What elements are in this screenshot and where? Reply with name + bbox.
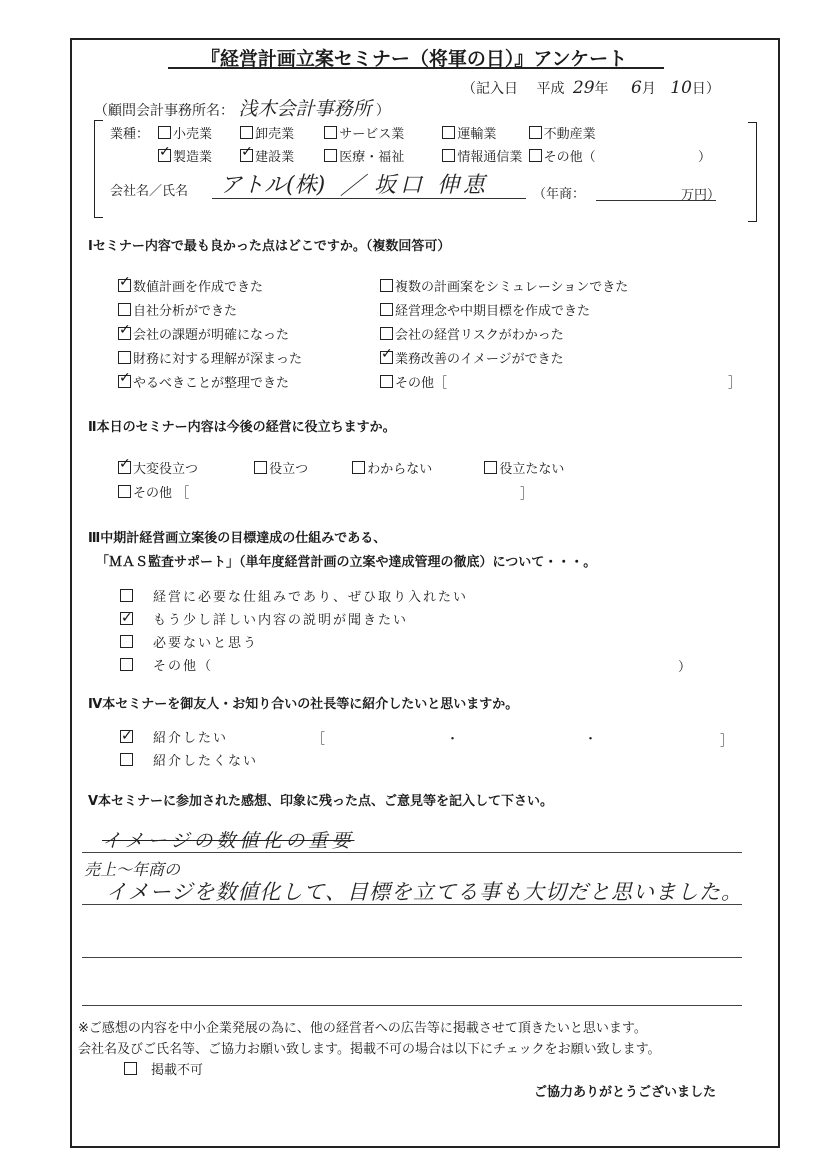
date-line <box>462 78 720 98</box>
checkbox-wholesale[interactable] <box>240 126 253 139</box>
title-underline <box>168 67 664 69</box>
industry-option-realestate[interactable] <box>529 123 596 142</box>
name-underline <box>212 198 526 199</box>
date-day-unit: 日） <box>691 81 720 97</box>
right-bracket <box>748 122 757 222</box>
q2-option-not-useful[interactable] <box>484 458 564 477</box>
industry-option-manufacturing[interactable] <box>158 146 236 165</box>
sales-label: （年商： <box>533 187 586 202</box>
person-name-value[interactable]: 坂口 伸恵 <box>374 173 489 198</box>
q4-dot-2: ・ <box>584 732 598 747</box>
q1-checkbox[interactable] <box>118 279 131 292</box>
q1-option-label: 財務に対する理解が深まった <box>133 351 303 367</box>
q1-option-todo[interactable] <box>118 369 289 393</box>
q1-option-self-analysis[interactable] <box>118 297 237 321</box>
date-year-unit: 年 <box>594 81 609 97</box>
q2-other-close: ］ <box>520 487 534 502</box>
accounting-office-close: ） <box>375 103 390 119</box>
industry-option-medical[interactable] <box>324 146 438 165</box>
q2-option-other[interactable] <box>118 482 189 501</box>
q3-heading-line1: Ⅲ中期計経営画立案後の目標達成の仕組みである、 <box>88 531 387 546</box>
q2-option-label: その他 ［ <box>133 486 190 501</box>
q4-checkbox[interactable] <box>120 730 133 743</box>
thanks-text: ご協力ありがとうございました <box>534 1085 717 1100</box>
industry-option-label: 不動産業 <box>543 127 596 142</box>
industry-option-label: 卸売業 <box>255 127 295 142</box>
q1-checkbox[interactable] <box>118 351 131 364</box>
q2-option-useful[interactable] <box>254 458 348 477</box>
q4-option-label: 紹介したくない <box>153 754 259 769</box>
q1-left-col <box>118 273 302 393</box>
q3-option-not-needed[interactable] <box>120 632 468 655</box>
checkbox-manufacturing[interactable] <box>158 149 171 162</box>
industry-option-retail[interactable] <box>158 123 236 142</box>
q1-checkbox[interactable] <box>118 375 131 388</box>
accounting-office-label: （顧問会計事務所名： <box>94 103 234 119</box>
date-month[interactable]: 6 <box>631 78 642 98</box>
industry-row-2 <box>158 146 596 166</box>
industry-other-close: ） <box>698 150 712 165</box>
q4-option-no[interactable] <box>120 750 258 773</box>
industry-option-it[interactable] <box>442 146 524 165</box>
q2-row-1 <box>118 458 564 478</box>
opt-out-checkbox[interactable] <box>124 1062 137 1075</box>
q4-bracket-open: ［ <box>312 732 326 747</box>
q1-right-col <box>380 273 628 393</box>
q4-option-label: 紹介したい <box>153 731 229 746</box>
opt-out-option[interactable] <box>124 1059 203 1078</box>
q1-option-label: 複数の計画案をシミュレーションできた <box>395 279 629 295</box>
q1-option-other[interactable] <box>380 369 447 393</box>
q1-option-label: 経営理念や中期目標を作成できた <box>395 303 591 319</box>
q5-heading: Ⅴ本セミナーに参加された感想、印象に残った点、ご意見等を記入して下さい。 <box>88 794 554 809</box>
q5-line-1 <box>82 852 742 853</box>
notice-line-1: ※ご感想の内容を中小企業発展の為に、他の経営者への広告等に掲載させて頂きたいと思います。 <box>78 1021 647 1036</box>
q3-option-more-info[interactable] <box>120 609 468 632</box>
q3-option-label: 必要ないと思う <box>153 636 259 651</box>
q3-options <box>120 586 468 678</box>
date-era: 平成 <box>536 81 565 97</box>
left-bracket <box>94 120 103 218</box>
q3-option-label: その他（ <box>153 659 214 674</box>
q4-dot-1: ・ <box>446 732 460 747</box>
q1-option-label: 会社の課題が明確になった <box>133 327 290 343</box>
q1-checkbox[interactable] <box>380 327 393 340</box>
q1-checkbox[interactable] <box>380 351 393 364</box>
q1-checkbox[interactable] <box>118 303 131 316</box>
q3-checkbox[interactable] <box>120 612 133 625</box>
q1-option-label: その他［ <box>395 375 448 391</box>
q1-option-philosophy[interactable] <box>380 297 590 321</box>
q4-option-yes[interactable] <box>120 727 258 750</box>
q3-checkbox[interactable] <box>120 635 133 648</box>
q3-other-close: ） <box>678 660 692 675</box>
industry-option-label: 小売業 <box>173 127 213 142</box>
q2-option-label: 大変役立つ <box>133 462 199 477</box>
q1-option-risk[interactable] <box>380 321 564 345</box>
q2-checkbox[interactable] <box>254 461 267 474</box>
q1-checkbox[interactable] <box>118 327 131 340</box>
checkbox-realestate[interactable] <box>529 126 542 139</box>
checkbox-it[interactable] <box>442 149 455 162</box>
sales-unit: 万円） <box>681 188 721 203</box>
q4-bracket-close: ］ <box>720 734 734 749</box>
company-name-value[interactable]: アトル(株) <box>220 173 326 198</box>
q2-checkbox[interactable] <box>352 461 365 474</box>
industry-option-label: 医療・福祉 <box>339 150 405 165</box>
industry-option-label: 運輸業 <box>457 127 497 142</box>
q5-insert-text: 売上〜年商の <box>84 860 181 879</box>
checkbox-construction[interactable] <box>240 149 253 162</box>
q1-checkbox[interactable] <box>380 279 393 292</box>
checkbox-industry-other[interactable] <box>529 149 542 162</box>
accounting-office-row <box>94 94 390 121</box>
q1-option-label: 業務改善のイメージができた <box>395 351 564 367</box>
date-year[interactable]: 29 <box>572 78 595 98</box>
q2-checkbox[interactable] <box>484 461 497 474</box>
q2-option-unknown[interactable] <box>352 458 480 477</box>
industry-option-label: 製造業 <box>173 150 213 165</box>
q4-options <box>120 727 258 773</box>
q1-option-label: 数値計画を作成できた <box>133 279 264 295</box>
date-month-unit: 月 <box>641 81 656 97</box>
q5-line-3 <box>82 957 742 958</box>
page-title: 『経営計画立案セミナー（将軍の日）』アンケート <box>200 48 628 70</box>
checkbox-retail[interactable] <box>158 126 171 139</box>
q2-checkbox[interactable] <box>118 461 131 474</box>
opt-out-label: 掲載不可 <box>151 1063 204 1078</box>
industry-option-service[interactable] <box>324 123 438 142</box>
q5-line-4 <box>82 1005 742 1006</box>
q1-checkbox[interactable] <box>380 375 393 388</box>
q1-option-label: 会社の経営リスクがわかった <box>395 327 564 343</box>
date-day[interactable]: 10 <box>670 78 692 98</box>
q1-checkbox[interactable] <box>380 303 393 316</box>
q5-line-2 <box>82 904 742 905</box>
q3-heading-line2: 「ＭＡＳ監査サポート」（単年度経営計画の立案や達成管理の徹底）について・・・。 <box>96 555 597 570</box>
q2-option-very-useful[interactable] <box>118 458 250 477</box>
industry-row-1 <box>158 123 596 143</box>
accounting-office-value[interactable]: 浅木会計事務所 <box>238 98 372 120</box>
q1-option-issues[interactable] <box>118 321 289 345</box>
industry-option-label: その他（ <box>543 150 596 165</box>
q1-heading: Ⅰセミナー内容で最も良かった点はどこですか。（複数回答可） <box>88 239 451 254</box>
industry-option-transport[interactable] <box>442 123 524 142</box>
q3-option-adopt[interactable] <box>120 586 468 609</box>
q1-option-finance[interactable] <box>118 345 302 369</box>
q5-answer-text[interactable]: イメージを数値化して、目標を立てる事も大切だと思いました。 <box>106 880 743 904</box>
q3-option-other[interactable] <box>120 655 468 678</box>
q3-checkbox[interactable] <box>120 589 133 602</box>
company-label: 会社名／氏名 <box>110 184 189 199</box>
q2-option-label: わからない <box>367 462 433 477</box>
q1-option-numeric-plan[interactable] <box>118 273 263 297</box>
q1-option-improvement[interactable] <box>380 345 564 369</box>
q1-option-label: やるべきことが整理できた <box>133 375 290 391</box>
q2-option-label: 役立つ <box>269 462 309 477</box>
industry-option-wholesale[interactable] <box>240 123 320 142</box>
q1-option-simulation[interactable] <box>380 273 628 297</box>
notice-line-2: 会社名及びご氏名等、ご協力お願い致します。掲載不可の場合は以下にチェックをお願い致します。 <box>78 1042 661 1057</box>
q3-option-label: 経営に必要な仕組みであり、ぜひ取り入れたい <box>153 590 469 605</box>
q2-heading: Ⅱ本日のセミナー内容は今後の経営に役立ちますか。 <box>88 420 396 435</box>
q4-checkbox[interactable] <box>120 753 133 766</box>
company-slash: ／ <box>340 172 364 200</box>
industry-label: 業種： <box>110 127 150 142</box>
industry-option-label: サービス業 <box>339 127 405 142</box>
q2-option-label: 役立たない <box>499 462 565 477</box>
industry-option-label: 建設業 <box>255 150 295 165</box>
q3-checkbox[interactable] <box>120 658 133 671</box>
checkbox-service[interactable] <box>324 126 337 139</box>
industry-option-other[interactable] <box>529 146 596 165</box>
q5-struck-text: イメージの数値化の重要 <box>102 830 355 852</box>
q1-option-label: 自社分析ができた <box>133 303 238 319</box>
q3-option-label: もう少し詳しい内容の説明が聞きたい <box>153 613 409 628</box>
checkbox-transport[interactable] <box>442 126 455 139</box>
q4-heading: Ⅳ本セミナーを御友人・お知り合いの社長等に紹介したいと思いますか。 <box>88 697 519 712</box>
date-label: （記入日 <box>462 81 518 97</box>
q1-other-close: ］ <box>728 376 742 391</box>
checkbox-medical[interactable] <box>324 149 337 162</box>
industry-option-label: 情報通信業 <box>457 150 523 165</box>
industry-option-construction[interactable] <box>240 146 320 165</box>
q2-checkbox[interactable] <box>118 485 131 498</box>
